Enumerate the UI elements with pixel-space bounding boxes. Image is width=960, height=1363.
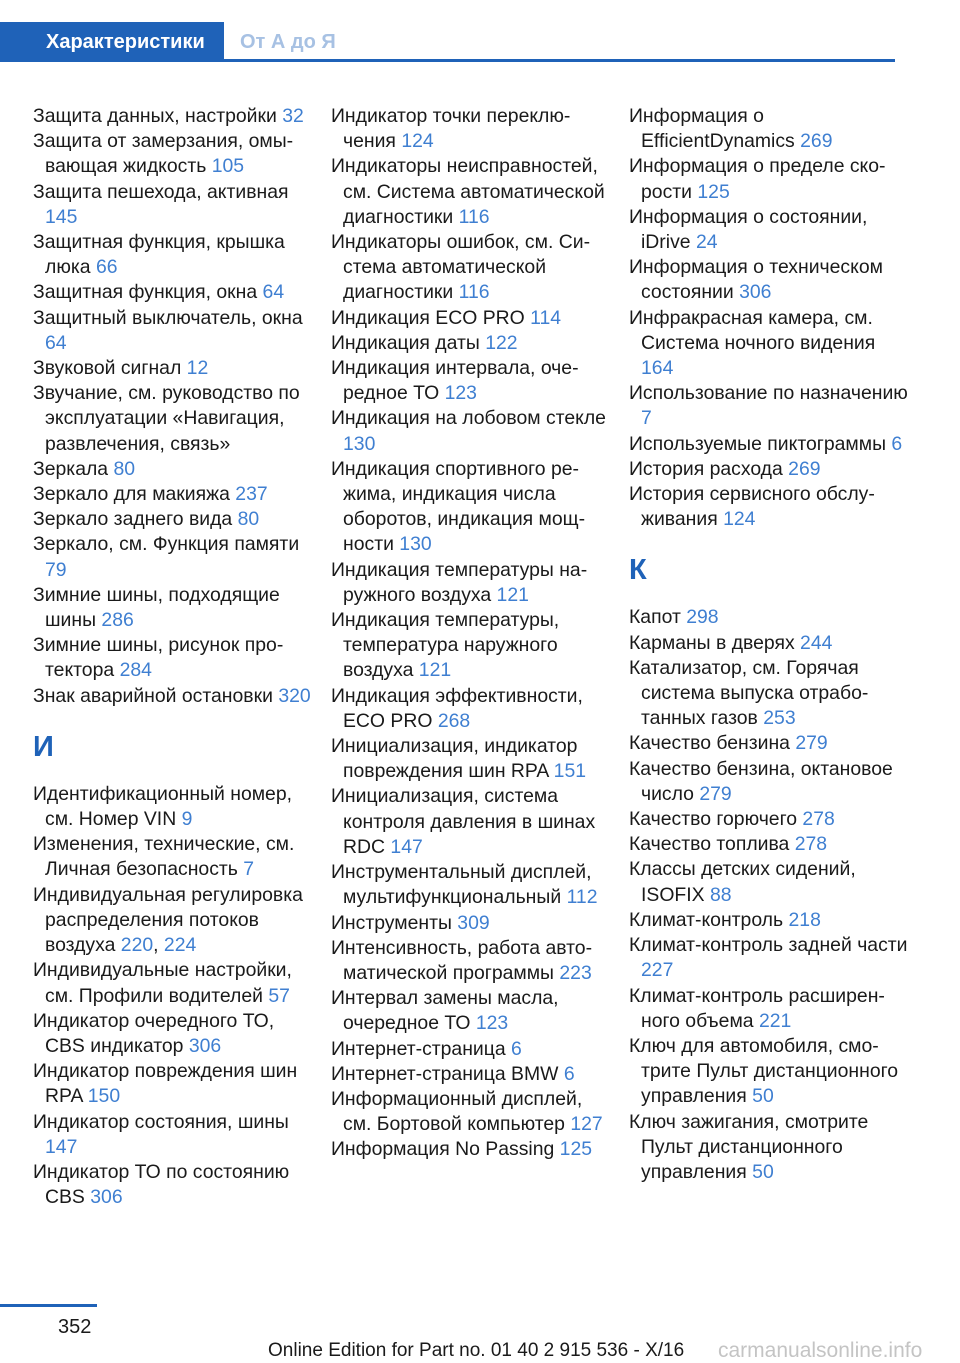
index-entry-text: Индикация интервала, очередное ТО (331, 357, 579, 405)
page-link[interactable]: 150 (87, 1085, 121, 1108)
page-link[interactable]: 269 (800, 130, 833, 153)
index-entry-text: Индикатор точки переключения (331, 105, 571, 153)
index-entry-text: Информация о EfficientDynamics (629, 105, 801, 153)
index-entry (629, 933, 909, 983)
page-link[interactable]: 123 (475, 1012, 509, 1035)
index-entry (331, 734, 611, 784)
index-entry (629, 731, 909, 756)
index-entry-text: Индикация ECO PRO (331, 306, 531, 329)
page-link[interactable]: 253 (763, 707, 796, 730)
index-entry (331, 230, 611, 306)
index-entry-text: Климат-контроль задней части (629, 934, 908, 957)
index-entry-text: Звучание, см. руководство по эксплуатации «Навигация, развлечения, связь» (33, 382, 300, 455)
index-entry (629, 857, 909, 907)
index-entry (331, 331, 611, 356)
letter-heading: И (33, 730, 54, 763)
index-entry (331, 1087, 611, 1137)
index-entry-text: Информация о техническом состоянии (629, 256, 883, 304)
page-link[interactable]: 125 (559, 1138, 593, 1161)
index-entry-text: Качество бензина (629, 732, 796, 755)
page-link[interactable]: 147 (45, 1135, 78, 1158)
page-link[interactable]: 284 (119, 659, 152, 682)
index-entry (331, 457, 611, 558)
page-link[interactable]: 223 (559, 961, 592, 984)
index-entry-text: Защитный выключатель, окна (33, 306, 303, 329)
index-entry (629, 984, 909, 1034)
index-entry (33, 782, 313, 832)
index-column-2 (331, 104, 611, 1163)
page-link[interactable]: 298 (686, 606, 719, 629)
index-entry (629, 381, 909, 431)
page-link[interactable]: 64 (45, 331, 67, 354)
index-entry-text: Интенсивность, работа автоматической программы (331, 936, 593, 984)
index-entry-text: Капот (629, 606, 687, 629)
index-entry (331, 1137, 611, 1162)
index-entry (33, 832, 313, 882)
index-entry (629, 457, 909, 482)
index-entry-text: История сервисного обслуживания (629, 483, 875, 531)
index-entry (331, 1037, 611, 1062)
page-link[interactable]: 127 (570, 1113, 603, 1136)
page-link[interactable]: 7 (641, 407, 652, 430)
index-entry-text: Индикация спортивного режима, индикация числа оборотов, индикация мощности (331, 457, 586, 556)
index-entry (629, 631, 909, 656)
index-entry-text: Зеркало для макияжа (33, 483, 236, 506)
index-entry (33, 180, 313, 230)
index-entry (629, 154, 909, 204)
index-entry-text: Звуковой сигнал (33, 357, 187, 380)
page-link[interactable]: 80 (237, 508, 260, 531)
index-entry-text: Климат-контроль (629, 908, 789, 931)
index-entry (33, 507, 313, 532)
index-entry (629, 605, 909, 630)
index-entry-text: Индивидуальные настройки, см. Профили водителей (33, 959, 292, 1007)
index-entry-text: Информация No Passing (331, 1138, 560, 1161)
page-link[interactable]: 121 (496, 583, 529, 606)
index-entry-text: Зеркало, см. Функция памяти (33, 533, 300, 556)
page-link[interactable]: 116 (458, 281, 490, 304)
index-entry-text: Инструменты (331, 911, 458, 934)
page-link[interactable]: 24 (695, 231, 718, 254)
index-entry-text: Защитная функция, окна (33, 281, 263, 304)
page-link[interactable]: 306 (188, 1034, 222, 1057)
index-entry-text: Интервал замены масла, очередное ТО (331, 987, 559, 1035)
index-entry (629, 1034, 909, 1110)
index-column-1 (33, 104, 313, 1210)
page-link[interactable]: 123 (444, 382, 477, 405)
index-entry (33, 1160, 313, 1210)
index-entry-text: Климат-контроль расширенного объема (629, 984, 885, 1032)
page-link[interactable]: 151 (553, 760, 587, 783)
page-link[interactable]: 7 (243, 858, 255, 881)
index-entry-text: Защитная функция, крышка люка (33, 231, 285, 279)
index-entry-text: Инициализация, индикатор повреждения шин RPA (331, 735, 578, 783)
page-link[interactable]: 80 (113, 457, 136, 480)
index-entry-text: Использование по назначению (629, 382, 908, 405)
page-link[interactable]: 122 (485, 331, 518, 354)
header-divider (224, 59, 895, 62)
index-entry-text: Индикатор повреждения шин RPA (33, 1060, 298, 1108)
tab-characteristics[interactable]: Характеристики (0, 22, 224, 62)
header-tabs (0, 22, 895, 62)
index-entry (33, 583, 313, 633)
index-entry-text: Инфракрасная камера, см. Система ночного видения (629, 306, 876, 354)
page-link[interactable]: 6 (891, 432, 903, 455)
page-link[interactable]: 130 (343, 432, 376, 455)
index-entry (331, 306, 611, 331)
page-link[interactable]: 105 (211, 155, 245, 178)
index-entry (331, 406, 611, 456)
page-link[interactable]: 6 (563, 1062, 575, 1085)
index-entry (629, 205, 909, 255)
watermark: carmanualsonline.info (718, 1339, 923, 1362)
index-entry (331, 356, 611, 406)
index-entry (33, 1059, 313, 1109)
index-entry (629, 757, 909, 807)
index-entry-text: Катализатор, см. Горячая система выпуска отработанных газов (629, 656, 869, 730)
page-link[interactable]: 220 (120, 934, 154, 957)
index-entry-text: Индикация температуры, температура наружного воздуха (331, 609, 560, 682)
index-entry (629, 1110, 909, 1186)
page-link[interactable]: 279 (699, 782, 732, 805)
index-entry (33, 1009, 313, 1059)
index-entry (331, 784, 611, 860)
index-entry-text: Ключ зажигания, смотрите Пульт дистанционного управления (629, 1110, 869, 1183)
index-entry (629, 807, 909, 832)
index-entry-text: Индикация даты (331, 331, 486, 354)
index-entry-text: Индикация температуры наружного воздуха (331, 558, 588, 606)
index-entry: Индивидуальная регулировка распределения потоков воздуха 220, 224 (33, 883, 303, 957)
index-entry-text: Информация о состоянии, iDrive (629, 205, 868, 254)
page-link[interactable]: 6 (511, 1037, 522, 1060)
index-entry-text: Зеркало заднего вида (33, 508, 238, 531)
index-entry-text: Индикаторы неисправностей, см. Система автоматической диагностики (331, 155, 605, 228)
index-entry-text: Индикатор очередного ТО, CBS индикатор (33, 1009, 275, 1057)
index-entry (33, 280, 313, 305)
index-entry-text: Ключ для автомобиля, смотрите Пульт дистанционного управления (629, 1034, 899, 1108)
index-entry (33, 532, 313, 582)
index-entry-text: Карманы в дверях (629, 631, 801, 654)
index-entry-text: Зеркала (33, 457, 114, 480)
index-entry-text: Знак аварийной остановки (33, 684, 279, 707)
page-link[interactable]: 130 (399, 533, 432, 556)
page-link[interactable]: 306 (90, 1186, 123, 1209)
page-link[interactable]: 320 (278, 684, 311, 707)
index-entry-text: Качество топлива (629, 833, 795, 856)
page-link[interactable]: 79 (45, 558, 67, 581)
page-link[interactable]: 64 (262, 281, 285, 304)
page-link[interactable]: 286 (101, 609, 134, 632)
page-link[interactable]: 244 (800, 631, 833, 654)
page-link[interactable]: 224 (163, 934, 197, 957)
page-link[interactable]: 112 (566, 886, 598, 909)
index-entry-text: Информация о пределе скорости (629, 155, 886, 203)
index-entry-text: Интернет-страница (331, 1037, 512, 1060)
index-entry-text: Индикатор состояния, шины (33, 1110, 289, 1133)
index-entry (629, 656, 909, 732)
page-link[interactable]: 164 (641, 357, 674, 380)
page-link[interactable]: 32 (282, 105, 304, 127)
index-entry-text: Защита данных, настройки (33, 105, 283, 127)
index-entry (629, 908, 909, 933)
index-entry (33, 1110, 313, 1160)
index-entry-text: Зимние шины, подходящие шины (33, 583, 280, 632)
index-entry-text: Инструментальный дисплей, мультифункциональный (331, 861, 592, 909)
index-entry (629, 255, 909, 305)
index-entry (331, 860, 611, 910)
index-entry-text: Качество бензина, октановое число (629, 757, 893, 805)
index-entry (331, 911, 611, 936)
index-entry (33, 381, 313, 457)
index-entry (33, 482, 313, 507)
index-entry-text: История расхода (629, 457, 789, 480)
index-entry (331, 1062, 611, 1087)
index-entry-text: Зимние шины, рисунок протектора (33, 634, 284, 682)
tab-a-to-z[interactable]: От А до Я (240, 31, 336, 53)
letter-heading: К (629, 554, 647, 587)
page-link[interactable]: 50 (752, 1085, 774, 1108)
index-entry-text: Классы детских сидений, ISOFIX (629, 858, 856, 906)
page-link[interactable]: 88 (709, 883, 732, 906)
index-entry (629, 832, 909, 857)
page-link[interactable]: 145 (45, 205, 78, 228)
index-entry-text: Индивидуальная регулировка распределения потоков воздуха (33, 883, 303, 957)
index-entry (33, 306, 313, 356)
index-entry-text: Качество горючего (629, 808, 803, 831)
page-link[interactable]: 306 (739, 281, 772, 304)
index-column-3 (629, 104, 909, 1185)
page-link[interactable]: 279 (795, 732, 828, 755)
index-entry-text: Индикация на лобовом стекле (331, 407, 606, 430)
page-link[interactable]: 125 (697, 180, 730, 203)
index-entry (33, 958, 313, 1008)
edition-text: Online Edition for Part no. 01 40 2 915 536 - X/16 (268, 1340, 685, 1361)
index-entry (331, 936, 611, 986)
index-entry (33, 356, 313, 381)
index-entry (629, 432, 909, 457)
page-link[interactable]: 57 (268, 984, 290, 1007)
index-entry (33, 684, 313, 709)
index-entry (331, 154, 611, 230)
page-link[interactable]: 121 (418, 659, 452, 682)
page-link[interactable]: 278 (794, 833, 828, 856)
page-link[interactable]: 124 (723, 508, 756, 531)
index-entry-text: Индикаторы ошибок, см. Система автоматической диагностики (331, 231, 591, 304)
index-entry (629, 482, 909, 532)
index-entry-text: Интернет-страница BMW (331, 1062, 564, 1085)
index-entry-text: Используемые пиктограммы (629, 432, 892, 455)
page-link[interactable]: 50 (752, 1160, 774, 1183)
page-link[interactable]: 309 (457, 911, 490, 934)
index-entry-text: Инициализация, система контроля давления в шинах RDC (331, 785, 596, 858)
page-link[interactable]: 268 (437, 709, 471, 732)
index-entry (33, 230, 313, 280)
page-link[interactable]: 114 (530, 306, 562, 329)
index-entry (331, 104, 611, 154)
page-link[interactable]: 237 (235, 483, 268, 506)
index-entry-text: Защита пешехода, активная (33, 180, 289, 203)
page-link[interactable]: 227 (641, 959, 674, 982)
index-entry (331, 986, 611, 1036)
index-entry (33, 633, 313, 683)
page-link[interactable]: 218 (788, 908, 821, 931)
page-link[interactable]: 12 (186, 357, 209, 380)
page-number: 352 (58, 1316, 92, 1338)
page-link[interactable]: 116 (458, 205, 490, 228)
index-entry (331, 608, 611, 684)
index-entry (331, 684, 611, 734)
page-link[interactable]: 124 (401, 130, 434, 153)
footer-divider (0, 1304, 97, 1307)
page-link[interactable]: 278 (802, 808, 835, 831)
page-link[interactable]: 269 (788, 457, 821, 480)
index-entry-text: Идентификационный номер, см. Номер VIN (33, 782, 293, 831)
page-link[interactable]: 9 (181, 808, 193, 831)
index-entry-text: Изменения, технические, см. Личная безопасность (33, 833, 295, 881)
index-entry (33, 104, 313, 129)
index-entry-text: Информационный дисплей, см. Бортовой компьютер (331, 1087, 583, 1136)
page-link[interactable]: 221 (758, 1009, 792, 1032)
index-entry (629, 104, 909, 154)
index-entry (331, 558, 611, 608)
index-entry (33, 129, 313, 179)
page-link[interactable]: 147 (390, 835, 423, 858)
index-entry-text: Защита от замерзания, омывающая жидкость (33, 130, 294, 178)
index-entry (33, 457, 313, 482)
index-entry-text: Индикация эффективности, ECO PRO (331, 684, 583, 732)
index-entry-text: Индикатор ТО по состоянию CBS (33, 1160, 290, 1209)
index-entry (629, 306, 909, 382)
page-link[interactable]: 66 (95, 256, 118, 279)
